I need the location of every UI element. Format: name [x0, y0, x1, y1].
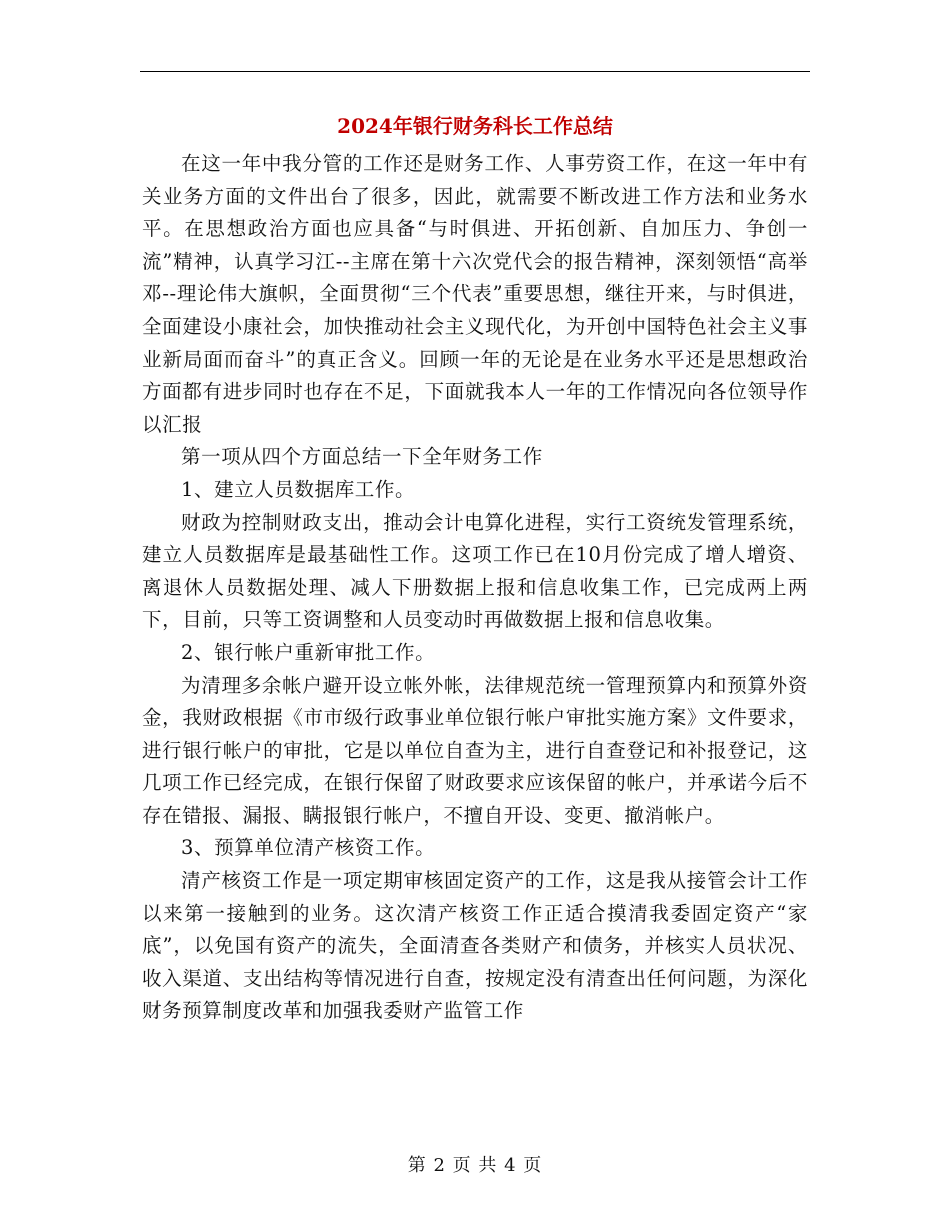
paragraph-item-3: 清产核资工作是一项定期审核固定资产的工作，这是我从接管会计工作以来第一接触到的业务。这次清产核资工作正适合摸清我委固定资产“家底”，以免国有资产的流失，全面清查各类财产和债务，并核实人员状况、收入渠道、支出结构等情况进行自查，按规定没有清查出任何问题，为深化财务预算制度改革和加强我委财产监管工作 [142, 869, 808, 1023]
paragraph-intro: 在这一年中我分管的工作还是财务工作、人事劳资工作，在这一年中有关业务方面的文件出台了很多，因此，就需要不断改进工作方法和业务水平。在思想政治方面也应具备“与时俱进、开拓创新、自加压力、争创一流”精神，认真学习江--主席在第十六次党代会的报告精神，深刻领悟“高举邓--理论伟大旗帜，全面贯彻“三个代表”重要思想，继往开来，与时俱进，全面建设小康社会，加快推动社会主义现代化，为开创中国特色社会主义事业新局面而奋斗”的真正含义。回顾一年的无论是在业务水平还是思想政治方面都有进步同时也存在不足，下面就我本人一年的工作情况向各位领导作以汇报 [142, 152, 808, 436]
item-heading-1: 1、建立人员数据库工作。 [181, 477, 416, 501]
section-heading: 第一项从四个方面总结一下全年财务工作 [181, 445, 543, 469]
page-footer: 第 2 页 共 4 页 [407, 1155, 543, 1176]
item-heading-2: 2、银行帐户重新审批工作。 [181, 640, 436, 664]
item-heading-3: 3、预算单位清产核资工作。 [181, 836, 436, 860]
document-title: 2024年银行财务科长工作总结 [337, 114, 613, 138]
paragraph-item-1: 财政为控制财政支出，推动会计电算化进程，实行工资统发管理系统，建立人员数据库是最基础性工作。这项工作已在10月份完成了增人增资、离退休人员数据处理、减人下册数据上报和信息收集工作，已完成两上两下，目前，只等工资调整和人员变动时再做数据上报和信息收集。 [142, 510, 808, 632]
header-rule [140, 71, 810, 72]
document-body [142, 148, 808, 1028]
paragraph-item-2: 为清理多余帐户避开设立帐外帐，法律规范统一管理预算内和预算外资金，我财政根据《市市级行政事业单位银行帐户审批实施方案》文件要求，进行银行帐户的审批，它是以单位自查为主，进行自查登记和补报登记，这几项工作已经完成，在银行保留了财政要求应该保留的帐户，并承诺今后不存在错报、漏报、瞒报银行帐户，不擅自开设、变更、撤消帐户。 [142, 673, 808, 827]
